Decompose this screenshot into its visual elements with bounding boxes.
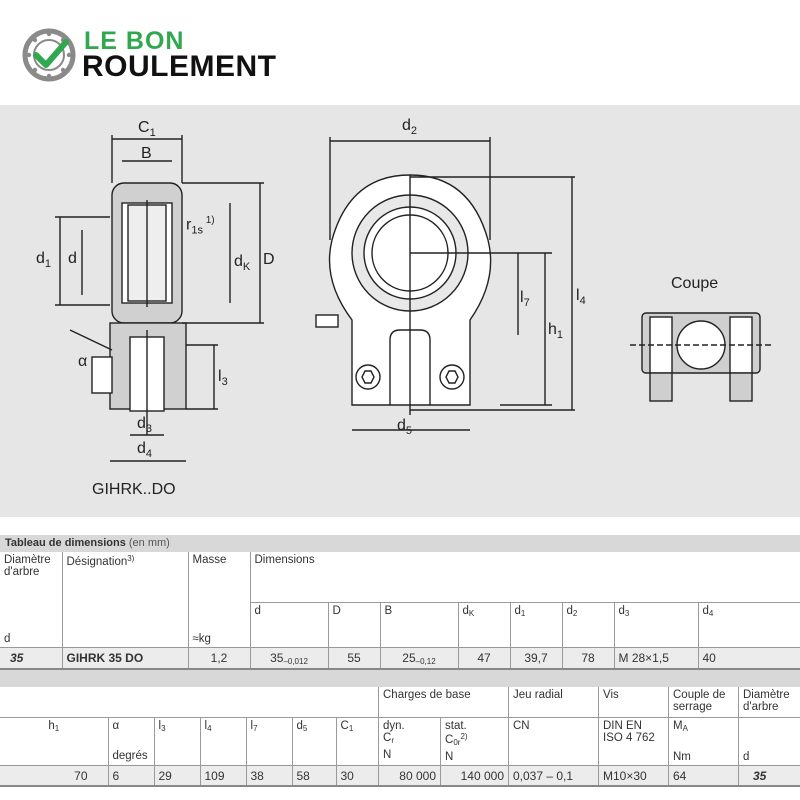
header-charges: Charges de base <box>379 687 509 717</box>
side-section-view <box>55 135 264 461</box>
label-coupe: Coupe <box>671 275 719 292</box>
col-l3: $l_3$ <box>154 717 200 765</box>
value-d5: 58 <box>292 765 336 786</box>
symbol-empty <box>62 602 188 647</box>
value-shaft: 35 <box>0 647 62 669</box>
label-d3: $d_3$ <box>137 415 153 436</box>
label-big-d: D <box>263 251 275 268</box>
bearing-check-logo-icon <box>22 28 76 82</box>
logo-text-bottom: ROULEMENT <box>82 50 277 83</box>
value-d: $35_{-0,012}$ <box>250 647 328 669</box>
table-symbol-row <box>0 602 800 647</box>
col-cn: CN <box>509 717 599 765</box>
col-ma: $M_A$ Nm <box>669 717 739 765</box>
value-couple: 64 <box>669 765 739 786</box>
value-c1: 30 <box>336 765 378 786</box>
header-designation: Désignation$^{3)}$ <box>62 552 188 602</box>
col-d: d <box>739 717 800 765</box>
model-label: GIHRK..DO <box>92 481 176 498</box>
col-din: DIN EN ISO 4 762 <box>599 717 669 765</box>
value-d4: 40 <box>698 647 800 669</box>
label-c1: $C_1$ <box>138 119 156 140</box>
value-alpha: 6 <box>108 765 154 786</box>
symbol-d: d <box>0 602 62 647</box>
dim-d2: $d_2$ <box>562 602 614 647</box>
label-h1: $h_1$ <box>548 321 564 342</box>
value-jeu: 0,037 – 0,1 <box>509 765 599 786</box>
label-l4: $l_4$ <box>576 287 586 308</box>
col-alpha: α degrés <box>108 717 154 765</box>
col-cr: dyn. $C_r$ N <box>379 717 441 765</box>
col-l4: $l_4$ <box>200 717 246 765</box>
dimensions-table <box>0 535 800 670</box>
dim-dk: $d_K$ <box>458 602 510 647</box>
technical-drawing <box>0 105 800 517</box>
load-table <box>0 670 800 787</box>
value-c0r: 140 000 <box>441 765 509 786</box>
label-d2: $d_2$ <box>402 117 418 138</box>
dim-d: d <box>250 602 328 647</box>
value-cr: 80 000 <box>379 765 441 786</box>
label-d4: $d_4$ <box>137 440 153 461</box>
value-d2: 78 <box>562 647 614 669</box>
label-d: d <box>68 250 77 267</box>
header-dimensions: Dimensions <box>250 552 800 602</box>
table2-group-row <box>0 687 800 717</box>
label-r1s: $r_{1s}$ $^{1)}$ <box>186 215 215 237</box>
drawing-canvas <box>0 105 800 517</box>
dim-d4: $d_4$ <box>698 602 800 647</box>
table-row <box>0 647 800 669</box>
symbol-mass: ≈kg <box>188 602 250 647</box>
value-designation: GIHRK 35 DO <box>62 647 188 669</box>
table2-symbol-row <box>0 717 800 765</box>
dim-d1: $d_1$ <box>510 602 562 647</box>
header-shaft: Diamètre d'arbre <box>0 552 62 602</box>
table-unit: (en mm) <box>128 537 170 549</box>
header-jeu: Jeu radial <box>509 687 599 717</box>
table2-title-row <box>0 670 800 687</box>
logo-text-top: LE BON <box>84 27 185 55</box>
label-l7: $l_7$ <box>520 289 530 310</box>
value-mass: 1,2 <box>188 647 250 669</box>
label-d5: $d_5$ <box>397 417 413 438</box>
header <box>0 0 800 105</box>
value-b: $25_{-0,12}$ <box>380 647 458 669</box>
dim-b: B <box>380 602 458 647</box>
value-dk: 47 <box>458 647 510 669</box>
label-alpha: α <box>78 353 88 370</box>
value-l7: 38 <box>246 765 292 786</box>
front-view <box>316 137 575 430</box>
table-row <box>0 765 800 786</box>
header-mass: Masse <box>188 552 250 602</box>
col-c1: $C_1$ <box>336 717 378 765</box>
dim-big-d: D <box>328 602 380 647</box>
value-l4: 109 <box>200 765 246 786</box>
cross-section-coupe <box>630 313 772 401</box>
value-h1: 70 <box>0 765 108 786</box>
table-title-row <box>0 535 800 552</box>
value-l3: 29 <box>154 765 200 786</box>
value-d3: M 28×1,5 <box>614 647 698 669</box>
header-vis: Vis <box>599 687 669 717</box>
table-title: Tableau de dimensions <box>5 537 126 549</box>
dim-d3: $d_3$ <box>614 602 698 647</box>
label-l3: $l_3$ <box>218 368 228 389</box>
group-empty <box>0 687 379 717</box>
label-b: B <box>141 145 152 162</box>
label-d1: $d_1$ <box>36 250 52 271</box>
label-dk: $d_K$ <box>234 253 251 274</box>
col-d5: $d_5$ <box>292 717 336 765</box>
col-l7: $l_7$ <box>246 717 292 765</box>
col-h1: $h_1$ <box>0 717 108 765</box>
value-shaft2: 35 <box>739 765 800 786</box>
col-c0r: stat. $C_{0r}^{2)}$ N <box>441 717 509 765</box>
value-vis: M10×30 <box>599 765 669 786</box>
header-shaft2: Diamètre d'arbre <box>739 687 800 717</box>
header-couple: Couple de serrage <box>669 687 739 717</box>
value-big-d: 55 <box>328 647 380 669</box>
table-header-row <box>0 552 800 602</box>
value-d1: 39,7 <box>510 647 562 669</box>
